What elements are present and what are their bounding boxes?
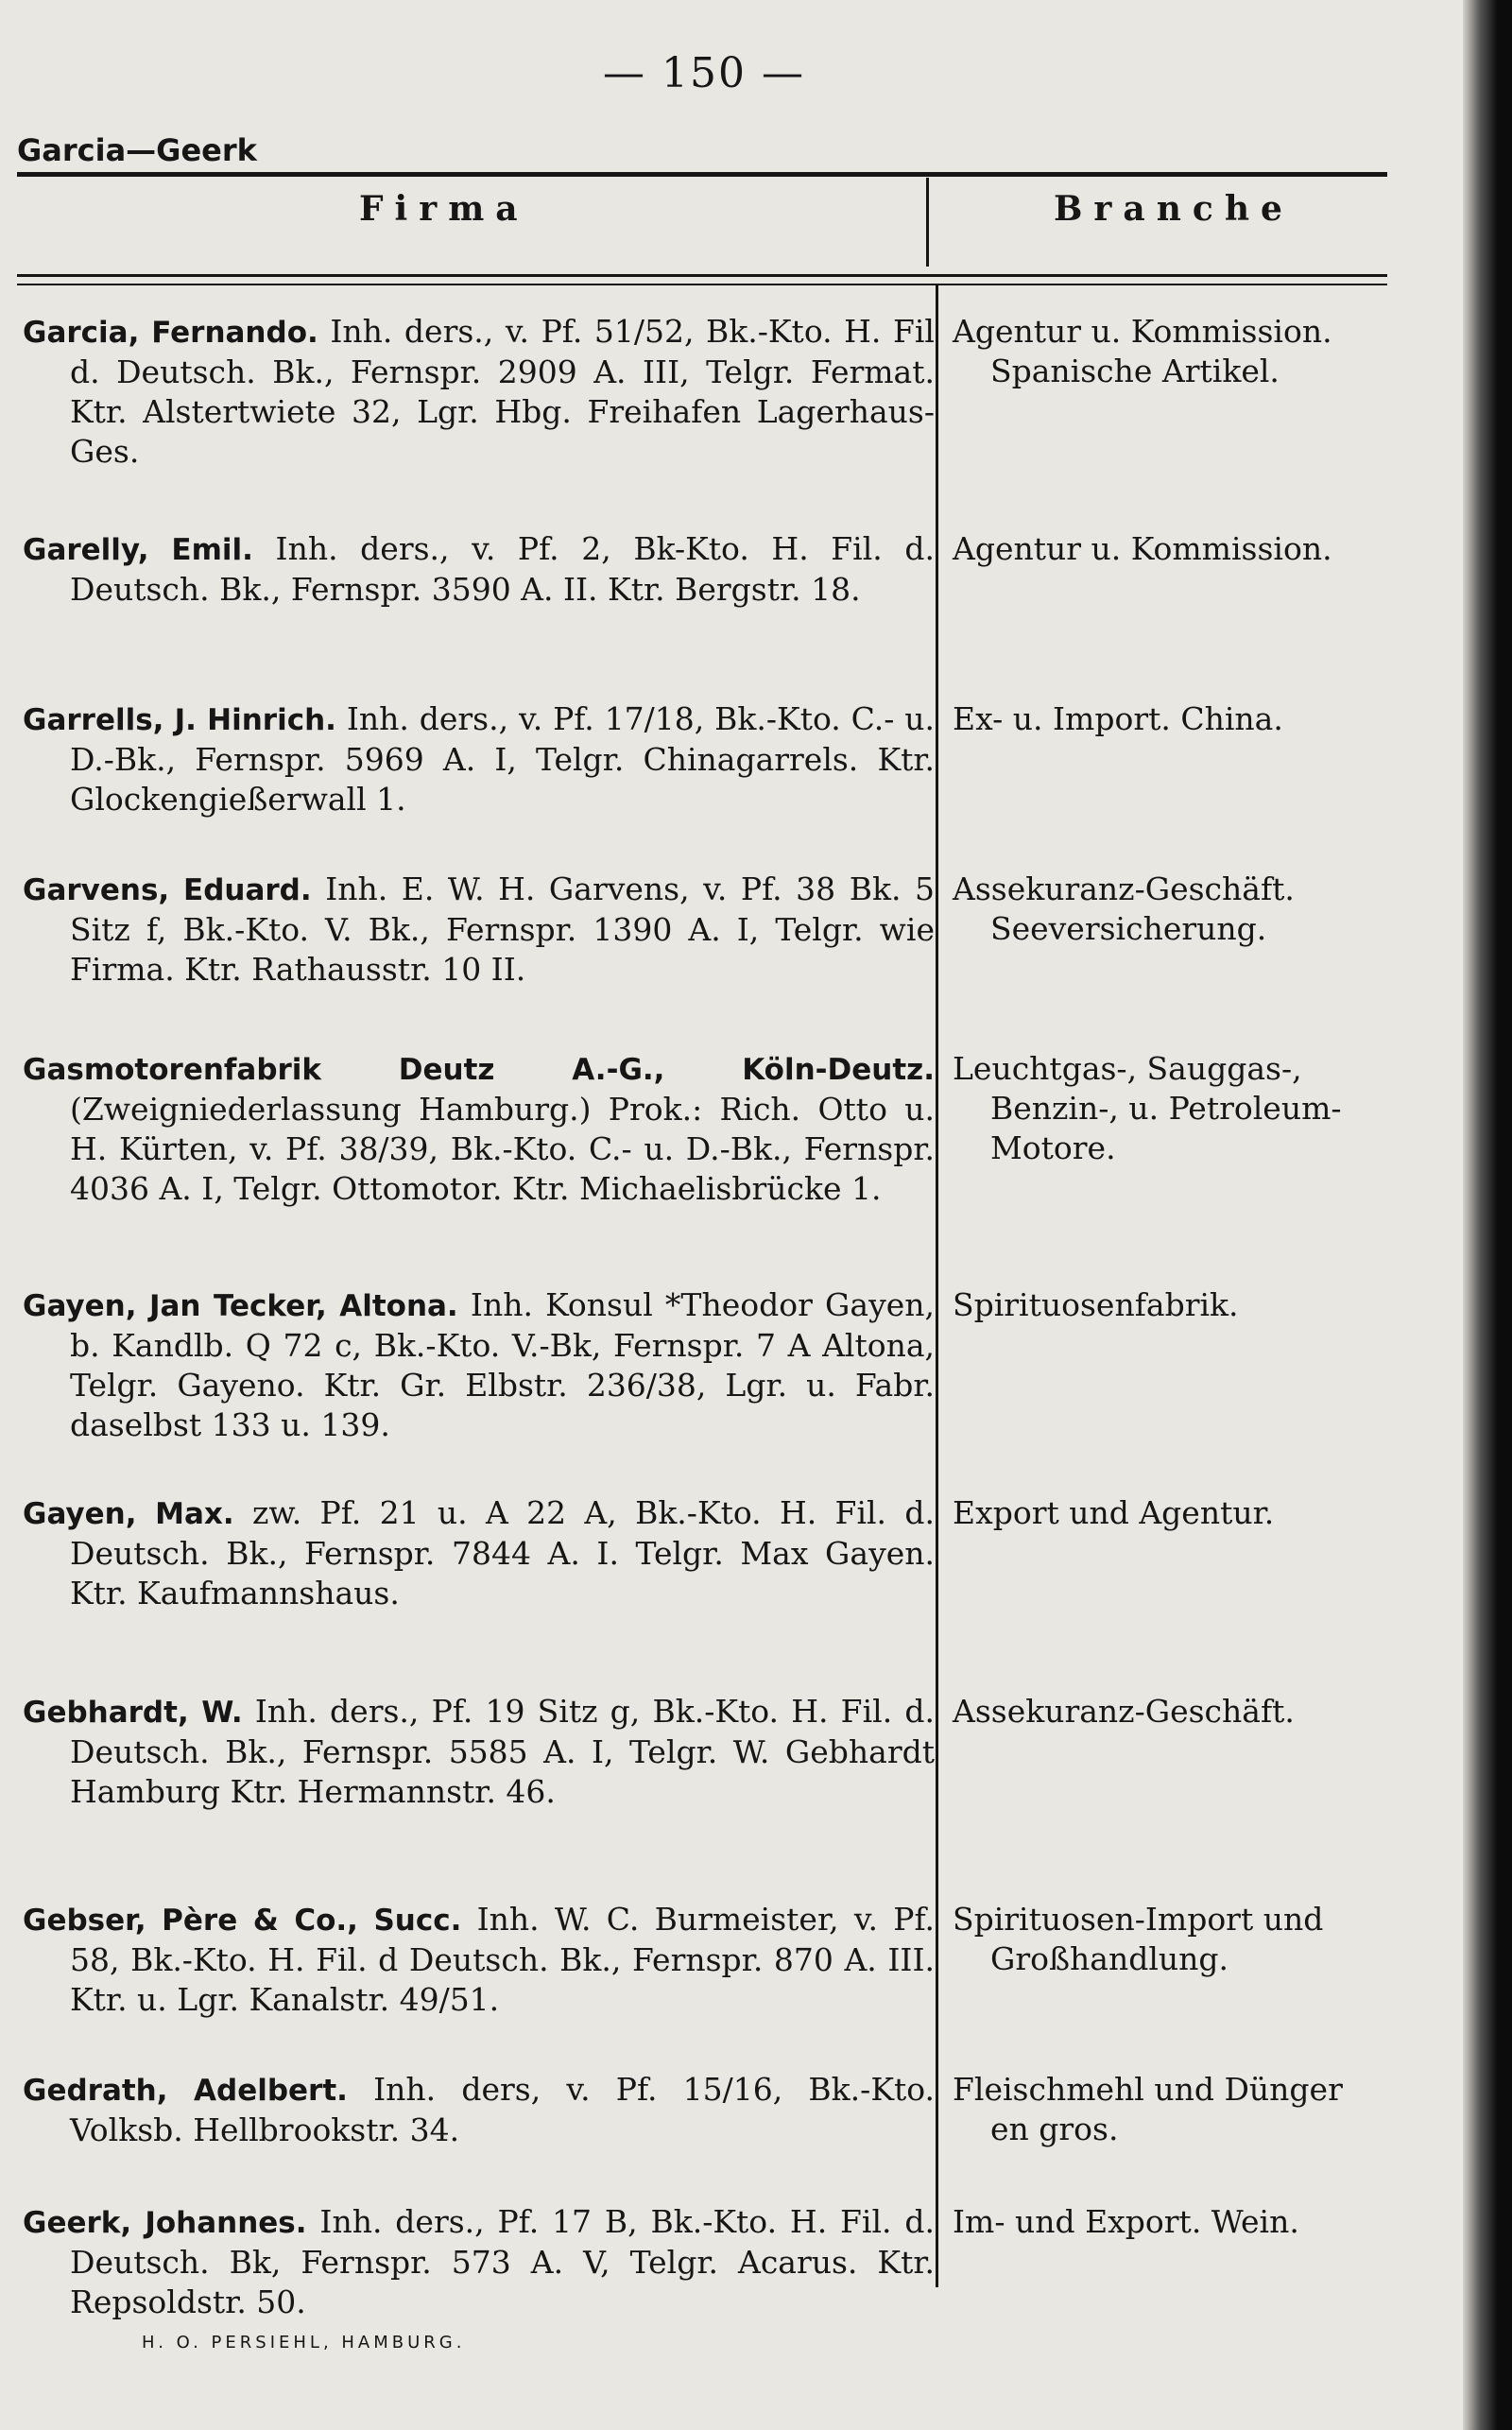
branche-line: Fleischmehl und Dünger (953, 2071, 1343, 2108)
running-head: Garcia—Geerk (17, 132, 257, 168)
entry-branche (953, 529, 1444, 569)
branche-line: Assekuranz-Geschäft. (953, 1693, 1295, 1730)
branche-line: Spirituosenfabrik. (953, 1286, 1239, 1323)
entry-firma (23, 1900, 935, 2020)
page-edge-shadow (1463, 0, 1512, 2430)
firm-name: Garvens, Eduard. (23, 873, 312, 907)
firm-name: Garcia, Fernando. (23, 316, 318, 350)
firm-name: Garrells, J. Hinrich. (23, 703, 336, 737)
entry-firma (23, 1049, 935, 1209)
entry-branche (953, 1285, 1444, 1325)
firm-name: Garelly, Emil. (23, 533, 253, 567)
firm-details: Inh. ders., Pf. 19 Sitz g, Bk.-Kto. H. Fil. d. Deutsch. Bk., Fernspr. 5585 A. I, Telgr. W. Gebhardt Hamburg Ktr. Hermannstr. 46. (70, 1693, 935, 1810)
firm-details: Inh. E. W. H. Garvens, v. Pf. 38 Bk. 5 Sitz f, Bk.-Kto. V. Bk., Fernspr. 1390 A. I, Telgr. wie Firma. Ktr. Rathausstr. 10 II. (70, 870, 936, 988)
firm-details: Inh. ders., v. Pf. 2, Bk-Kto. H. Fil. d. Deutsch. Bk., Fernspr. 3590 A. II. Ktr. Bergstr. 18. (70, 530, 935, 608)
branche-line: Benzin-, u. Petroleum- (990, 1090, 1342, 1127)
entry-branche (953, 1049, 1444, 1168)
firm-details: Inh. ders., v. Pf. 17/18, Bk.-Kto. C.- u. D.-Bk., Fernspr. 5969 A. I, Telgr. Chinagarrels. Ktr. Glockengießerwall 1. (70, 700, 935, 818)
branche-line: Seeversicherung. (990, 910, 1267, 947)
entry-branche (953, 870, 1444, 949)
firm-details: (Zweigniederlassung Hamburg.) Prok.: Rich. Otto u. H. Kürten, v. Pf. 38/39, Bk.-Kto. C.- u. D.-Bk., Fernspr. 4036 A. I, Telgr. Ottomotor. Ktr. Michaelisbrücke 1. (70, 1091, 935, 1207)
firm-name: Gasmotorenfabrik Deutz A.-G., Köln-Deutz. (23, 1053, 935, 1087)
printer-imprint: H. O. PERSIEHL, HAMBURG. (142, 2333, 466, 2352)
entry-firma (23, 529, 935, 610)
column-divider (936, 285, 938, 2287)
firm-name: Gebser, Père & Co., Succ. (23, 1904, 462, 1938)
branche-line: Im- und Export. Wein. (953, 2203, 1299, 2240)
entry-branche (953, 699, 1444, 739)
branche-line: Spanische Artikel. (990, 353, 1280, 389)
branche-line: Leuchtgas-, Sauggas-, (953, 1050, 1302, 1087)
header-rule-top (17, 172, 1387, 177)
entry-branche (953, 1493, 1444, 1533)
firm-details: Inh. Konsul *Theodor Gayen, b. Kandlb. Q 72 c, Bk.-Kto. V.-Bk, Fernspr. 7 A Altona, Telgr. Gayeno. Ktr. Gr. Elbstr. 236/38, Lgr. u. Fabr. daselbst 133 u. 139. (70, 1286, 935, 1443)
firm-name: Gayen, Jan Tecker, Altona. (23, 1289, 458, 1323)
branche-line: Großhandlung. (990, 1940, 1229, 1977)
entry-firma (23, 1285, 935, 1445)
column-header-firma: Firma (359, 189, 529, 229)
firm-name: Gebhardt, W. (23, 1696, 243, 1730)
firm-name: Gedrath, Adelbert. (23, 2074, 348, 2108)
branche-line: Export und Agentur. (953, 1494, 1275, 1531)
branche-line: Agentur u. Kommission. (953, 313, 1332, 350)
branche-line: Motore. (990, 1129, 1116, 1166)
firm-details: Inh. ders., v. Pf. 51/52, Bk.-Kto. H. Fil d. Deutsch. Bk., Fernspr. 2909 A. III, Telgr. Fermat. Ktr. Alstertwiete 32, Lgr. Hbg. Freihafen Lagerhaus-Ges. (70, 313, 935, 470)
firm-name: Gayen, Max. (23, 1497, 234, 1531)
firm-name: Geerk, Johannes. (23, 2206, 307, 2240)
entry-branche (953, 1692, 1444, 1732)
branche-line: Assekuranz-Geschäft. (953, 870, 1295, 907)
page-number: — 150 — (603, 49, 805, 97)
firm-details: Inh. ders., Pf. 17 B, Bk.-Kto. H. Fil. d. Deutsch. Bk, Fernspr. 573 A. V, Telgr. Acarus. Ktr. Repsoldstr. 50. (70, 2203, 935, 2320)
entry-firma (23, 1493, 935, 1613)
entry-firma (23, 870, 935, 990)
header-rule-bottom-1 (17, 274, 1387, 277)
firm-details: Inh. W. C. Burmeister, v. Pf. 58, Bk.-Kto. H. Fil. d Deutsch. Bk., Fernspr. 870 A. III. Ktr. u. Lgr. Kanalstr. 49/51. (70, 1901, 935, 2018)
entry-firma (23, 2202, 935, 2322)
firm-details: zw. Pf. 21 u. A 22 A, Bk.-Kto. H. Fil. d. Deutsch. Bk., Fernspr. 7844 A. I. Telgr. Max Gayen. Ktr. Kaufmannshaus. (70, 1494, 935, 1611)
branche-line: Spirituosen-Import und (953, 1901, 1324, 1938)
entry-firma (23, 312, 935, 472)
entry-branche (953, 312, 1444, 391)
entry-branche (953, 1900, 1444, 1979)
entry-firma (23, 699, 935, 819)
column-header-divider (926, 178, 929, 267)
firm-details: Inh. ders, v. Pf. 15/16, Bk.-Kto. Volksb. Hellbrookstr. 34. (70, 2071, 936, 2148)
branche-line: Ex- u. Import. China. (953, 700, 1283, 737)
entry-firma (23, 1692, 935, 1812)
entry-firma (23, 2070, 935, 2150)
branche-line: en gros. (990, 2111, 1119, 2147)
header-rule-bottom-2 (17, 284, 1387, 285)
entry-branche (953, 2070, 1444, 2149)
branche-line: Agentur u. Kommission. (953, 530, 1332, 567)
column-header-branche: Branche (1054, 189, 1294, 229)
entry-branche (953, 2202, 1444, 2242)
